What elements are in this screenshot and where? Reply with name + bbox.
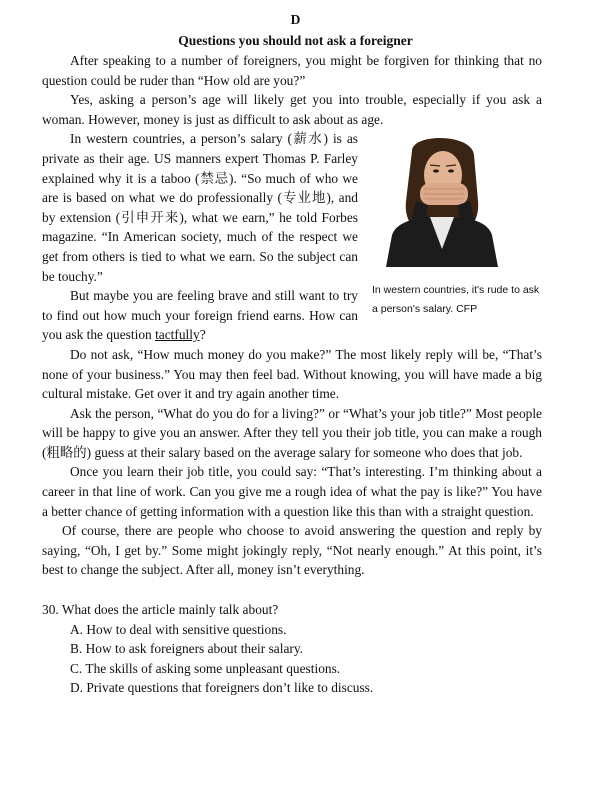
- paragraph-7: Once you learn their job title, you could say: “That’s interesting. I’m thinking about a career in that line of work. Can you give me a rough idea of what the pay is like?” You have a better chance of getting information with a question like this than with a straight question.: [42, 464, 542, 519]
- article-body: [42, 51, 542, 698]
- paragraph-2: Yes, asking a person’s age will likely get you into trouble, especially if you ask a woman. However, money is just as difficult to ask about as age.: [42, 92, 542, 127]
- underlined-word: tactfully: [155, 327, 200, 343]
- figure-caption: In western countries, it's rude to ask a person's salary. CFP: [372, 284, 540, 316]
- paragraph-6: Ask the person, “What do you do for a living?” or “What’s your job title?” Most people will be happy to give you an answer. After they tell you their job title, you can make a rough (粗略的) guess at their salary based on the average salary for someone who does that job.: [42, 405, 542, 460]
- question-stem: 30. What does the article mainly talk about?: [42, 602, 279, 618]
- paragraph-5: Do not ask, “How much money do you make?” The most likely reply will be, “That’s none of your business.” You may then feel bad. Without knowing, you will have made a big cultural mistake. Get over it and try again another time.: [42, 346, 542, 402]
- section-letter: D: [290, 12, 301, 27]
- option-c: C. The skills of asking some unpleasant questions.: [70, 660, 341, 676]
- paragraph-4-text: But maybe you are feeling brave and still want to try to find out how much your foreign friend earns. How can you ask the question: [42, 288, 358, 343]
- paragraph-4-end: ?: [199, 327, 206, 343]
- option-a: A. How to deal with sensitive questions.: [70, 621, 287, 637]
- woman-covering-mouth-photo: [382, 131, 502, 267]
- figure: [372, 131, 542, 319]
- paragraph-1: After speaking to a number of foreigners, you might be forgiven for thinking that no question could be ruder than “How old are you?”: [42, 53, 542, 88]
- article-title: Questions you should not ask a foreigner: [178, 33, 413, 48]
- option-d: D. Private questions that foreigners don’t like to discuss.: [70, 680, 374, 696]
- paragraph-8: Of course, there are people who choose to avoid answering the question and reply by saying, “Oh, I get by.” Some might jokingly reply, “Not nearly enough.” At this point, it’s best to change the subject. After all, money isn’t everything.: [42, 523, 542, 578]
- paragraph-3: In western countries, a person’s salary (薪水) is as private as their age. US manners expert Thomas P. Farley explained why it is a taboo (禁忌). “So much of who we are is based on what we do professionally (专业地), and by extension (引申开来), what we earn,” he told Forbes magazine. “In American society, much of the respect we get from others is tied to what we earn. So the subject can be touchy.”: [42, 131, 358, 284]
- option-b: B. How to ask foreigners about their salary.: [70, 641, 304, 657]
